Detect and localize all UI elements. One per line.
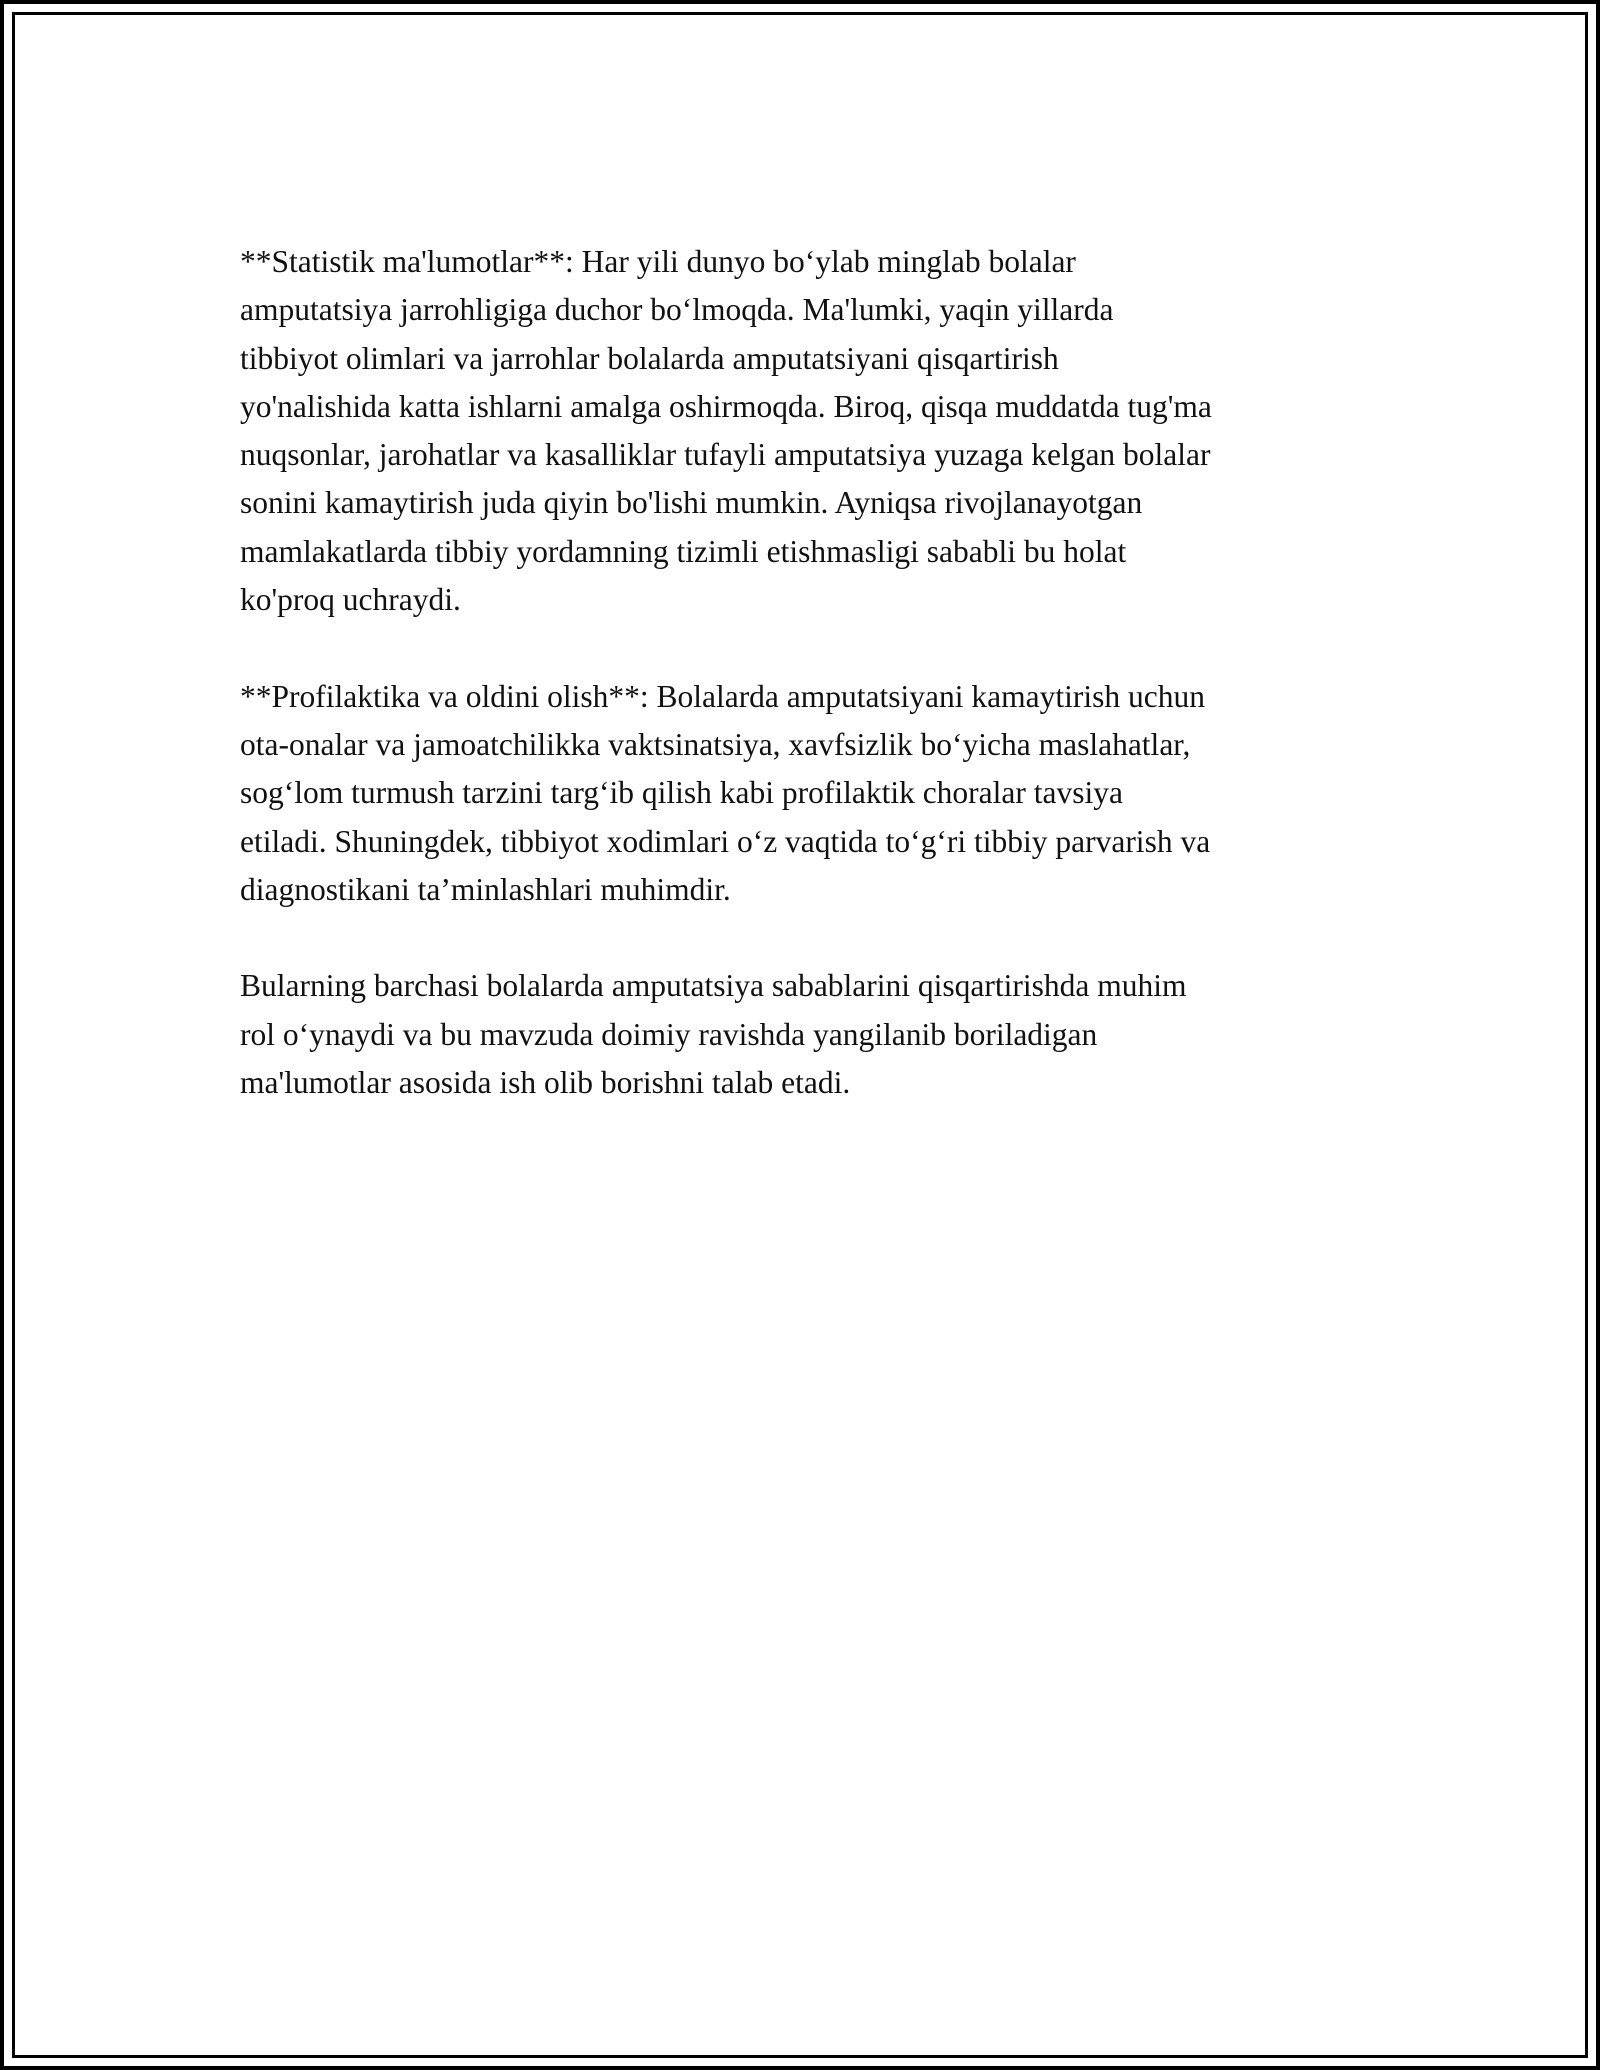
document-body bbox=[240, 238, 1380, 1156]
paragraph-conclusion: Bularning barchasi bolalarda amputatsiya sabablarini qisqartirishda muhim rol o‘ynaydi va bu mavzuda doimiy ravishda yangilanib boriladigan ma'lumotlar asosida ish olib borishni talab etadi. bbox=[240, 968, 1187, 1101]
paragraph-prevention: **Profilaktika va oldini olish**: Bolalarda amputatsiyani kamaytirish uchun ota-onalar va jamoatchilikka vaktsinatsiya, xavfsizlik bo‘yicha maslahatlar, sog‘lom turmush tarzini targ‘ib qilish kabi profilaktik choralar tavsiya etiladi. Shuningdek, tibbiyot xodimlari o‘z vaqtida to‘g‘ri tibbiy parvarish va diagnostikani ta’minlashlari muhimdir. bbox=[240, 678, 1211, 907]
paragraph-statistics: **Statistik ma'lumotlar**: Har yili dunyo bo‘ylab minglab bolalar amputatsiya jarrohligiga duchor bo‘lmoqda. Ma'lumki, yaqin yillarda tibbiyot olimlari va jarrohlar bolalarda amputatsiyani qisqartirish yo'nalishida katta ishlarni amalga oshirmoqda. Biroq, qisqa muddatda tug'ma nuqsonlar, jarohatlar va kasalliklar tufayli amputatsiya yuzaga kelgan bolalar sonini kamaytirish juda qiyin bo'lishi mumkin. Ayniqsa rivojlanayotgan mamlakatlarda tibbiy yordamning tizimli etishmasligi sababli bu holat ko'proq uchraydi. bbox=[240, 244, 1212, 618]
